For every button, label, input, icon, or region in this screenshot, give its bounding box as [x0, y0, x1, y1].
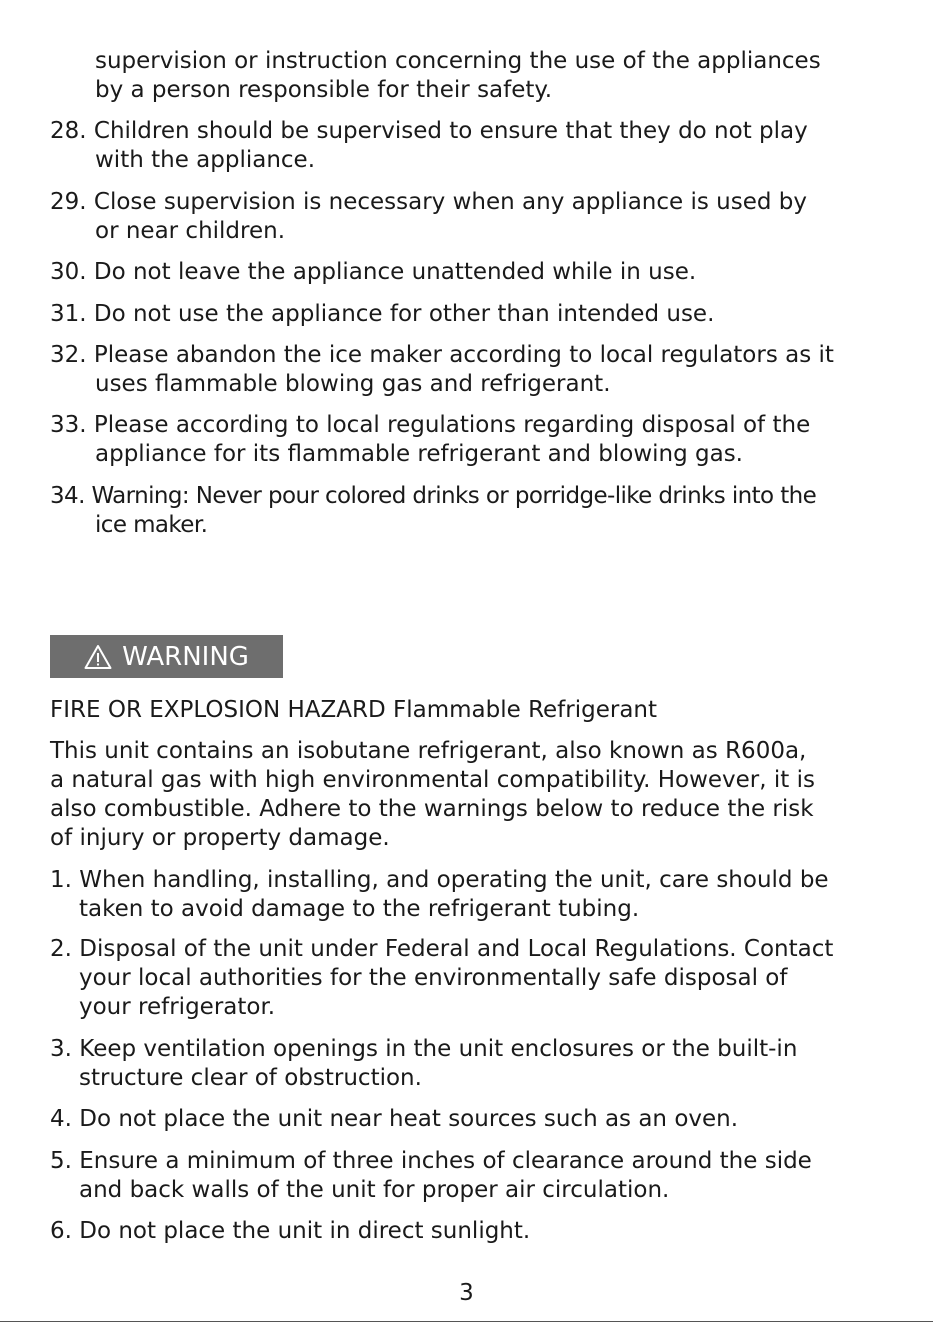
text-line: also combustible. Adhere to the warnings below to reduce the risk — [50, 796, 814, 822]
text-line: supervision or instruction concerning the use of the appliances — [95, 48, 821, 74]
list-item-continuation — [50, 47, 900, 105]
warning-item-3 — [50, 1035, 900, 1093]
text-line: a natural gas with high environmental compatibility. However, it is — [50, 767, 815, 793]
text-line: 5. Ensure a minimum of three inches of clearance around the side — [50, 1148, 812, 1174]
text-line: 2. Disposal of the unit under Federal and Local Regulations. Contact — [50, 936, 834, 962]
list-item-34 — [50, 482, 900, 540]
list-item-29 — [50, 188, 900, 246]
text-line: 28. Children should be supervised to ensure that they do not play — [50, 118, 808, 144]
warning-item-1 — [50, 866, 900, 924]
text-line: of injury or property damage. — [50, 825, 390, 851]
text-line: 3. Keep ventilation openings in the unit enclosures or the built-in — [50, 1036, 798, 1062]
text-line: 34. Warning: Never pour colored drinks or porridge-like drinks into the — [50, 483, 817, 509]
text-line: appliance for its flammable refrigerant and blowing gas. — [95, 441, 743, 467]
warning-triangle-icon — [84, 644, 112, 670]
text-line: 1. When handling, installing, and operating the unit, care should be — [50, 867, 829, 893]
text-line: 32. Please abandon the ice maker according to local regulators as it — [50, 342, 834, 368]
text-line: 4. Do not place the unit near heat sources such as an oven. — [50, 1106, 739, 1132]
text-line: 33. Please according to local regulations regarding disposal of the — [50, 412, 811, 438]
text-line: 6. Do not place the unit in direct sunlight. — [50, 1218, 531, 1244]
text-line: your refrigerator. — [79, 994, 276, 1020]
list-item-28 — [50, 117, 900, 175]
text-line: your local authorities for the environmentally safe disposal of — [79, 965, 788, 991]
text-line: or near children. — [95, 218, 286, 244]
page-bottom-rule — [0, 1321, 933, 1322]
text-line: taken to avoid damage to the refrigerant tubing. — [79, 896, 640, 922]
warning-label — [50, 635, 283, 678]
text-line: with the appliance. — [95, 147, 316, 173]
list-item-33 — [50, 411, 900, 469]
list-item-32 — [50, 341, 900, 399]
text-line: 30. Do not leave the appliance unattended while in use. — [50, 259, 697, 285]
warning-item-4 — [50, 1105, 900, 1134]
text-line: 29. Close supervision is necessary when any appliance is used by — [50, 189, 807, 215]
text-line: ice maker. — [95, 512, 208, 538]
warning-label-text: WARNING — [122, 641, 249, 672]
text-line: FIRE OR EXPLOSION HAZARD Flammable Refrigerant — [50, 697, 658, 723]
text-line: 31. Do not use the appliance for other than intended use. — [50, 301, 715, 327]
text-line: structure clear of obstruction. — [79, 1065, 422, 1091]
warning-item-2 — [50, 935, 900, 1022]
warning-item-5 — [50, 1147, 900, 1205]
page-number: 3 — [459, 1280, 474, 1306]
text-line: and back walls of the unit for proper air circulation. — [79, 1177, 670, 1203]
text-line: This unit contains an isobutane refrigerant, also known as R600a, — [50, 738, 807, 764]
warning-paragraph — [50, 737, 900, 853]
list-item-31 — [50, 300, 900, 329]
list-item-30 — [50, 258, 900, 287]
warning-heading — [50, 696, 900, 725]
warning-item-6 — [50, 1217, 900, 1246]
text-line: uses flammable blowing gas and refrigerant. — [95, 371, 611, 397]
text-line: by a person responsible for their safety. — [95, 77, 553, 103]
